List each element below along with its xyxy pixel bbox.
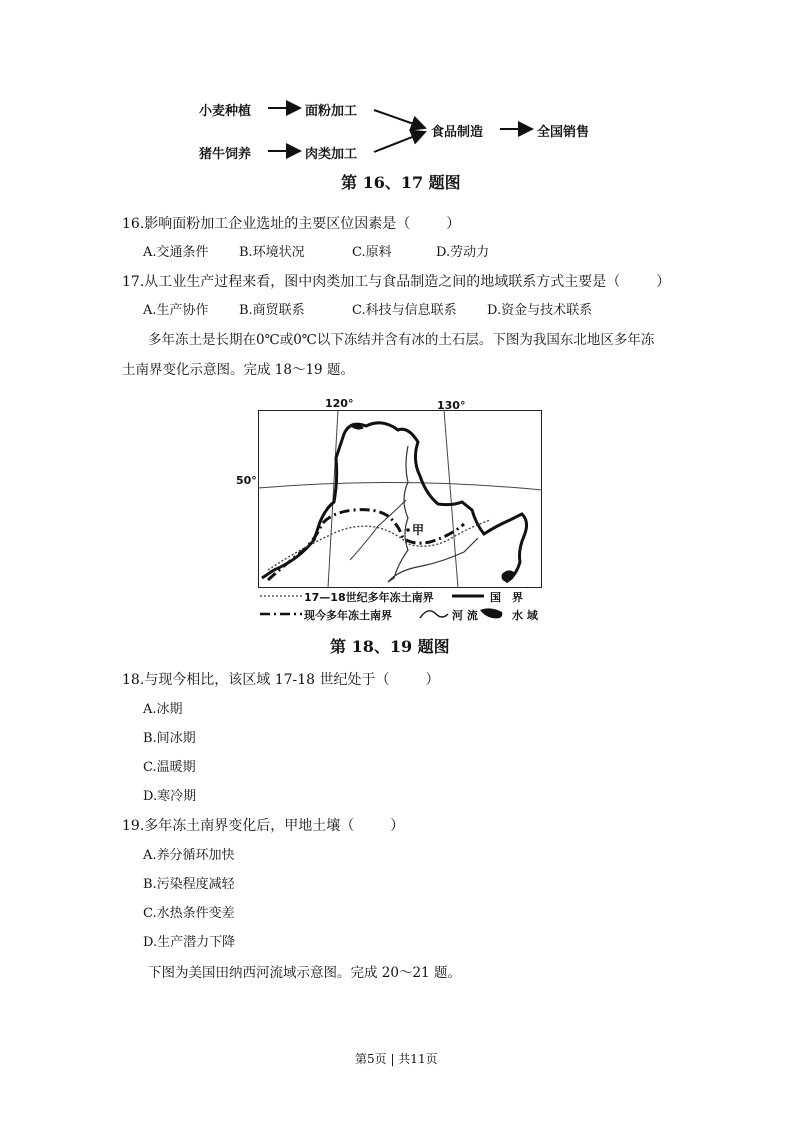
legend-border: 国 界 — [490, 591, 523, 604]
q18-option-d: D.寒冷期 — [143, 789, 197, 804]
national-border — [262, 423, 527, 582]
permafrost-limit-present — [268, 510, 464, 580]
q16-option-a: A.交通条件 — [143, 245, 209, 260]
q16-option-b: B.环境状况 — [239, 245, 305, 260]
question-18 — [122, 670, 440, 690]
arrow-meat-food — [374, 132, 425, 152]
flow-node-flour: 面粉加工 — [305, 104, 358, 119]
flow-node-sales: 全国销售 — [537, 125, 590, 140]
question-17 — [122, 272, 670, 292]
question-16-stem: 16.影响面粉加工企业选址的主要区位因素是（ — [122, 216, 411, 232]
question-17-close: ） — [656, 274, 671, 290]
legend-present-limit: 现今多年冻土南界 — [304, 609, 392, 622]
question-16 — [122, 214, 460, 234]
question-19-close: ） — [390, 818, 405, 834]
q19-option-a: A.养分循环加快 — [143, 848, 235, 863]
q17-option-b: B.商贸联系 — [239, 303, 305, 318]
meridian-130 — [444, 410, 458, 588]
page-footer: 第5页 | 共11页 — [355, 1052, 438, 1066]
q18-option-b: B.间冰期 — [143, 731, 196, 746]
legend-old-limit: 17—18世纪多年冻土南界 — [304, 591, 434, 604]
figure-caption-16-17: 第 16、17 题图 — [341, 173, 461, 192]
question-18-stem: 18.与现今相比，该区域 17-18 世纪处于（ — [122, 672, 390, 688]
flow-node-meat: 肉类加工 — [305, 147, 358, 162]
question-19 — [122, 816, 404, 836]
permafrost-limit-17-18c — [268, 520, 490, 570]
figure-caption-18-19: 第 18、19 题图 — [330, 637, 450, 656]
arrow-flour-food — [374, 110, 425, 128]
flow-node-cattle: 猪牛饲养 — [199, 147, 252, 162]
legend-symbol-water — [480, 608, 502, 618]
location-jia-dot — [406, 528, 410, 532]
water-body — [502, 570, 515, 582]
q19-option-b: B.污染程度减轻 — [143, 877, 235, 892]
latitude-50-label: 50° — [236, 474, 257, 487]
q19-option-d: D.生产潜力下降 — [143, 935, 236, 950]
q17-option-a: A.生产协作 — [143, 303, 209, 318]
q16-option-c: C.原料 — [352, 245, 392, 260]
intro-tennessee: 下图为美国田纳西河流域示意图。完成 20～21 题。 — [148, 965, 461, 981]
flow-node-wheat: 小麦种植 — [199, 104, 252, 119]
intro-permafrost-line2: 土南界变化示意图。完成 18～19 题。 — [122, 362, 354, 378]
legend-water: 水 域 — [512, 609, 538, 622]
longitude-120-label: 120° — [325, 397, 354, 410]
parallel-50 — [258, 482, 542, 490]
q18-option-c: C.温暖期 — [143, 760, 196, 775]
river — [388, 446, 478, 582]
question-17-stem: 17.从工业生产过程来看，图中肉类加工与食品制造之间的地域联系方式主要是（ — [122, 274, 621, 290]
q17-option-c: C.科技与信息联系 — [352, 303, 457, 318]
q19-option-c: C.水热条件变差 — [143, 906, 235, 921]
location-jia-label: 甲 — [412, 523, 425, 537]
question-19-stem: 19.多年冻土南界变化后，甲地土壤（ — [122, 818, 355, 834]
legend-river: 河 流 — [452, 609, 478, 622]
flow-node-food: 食品制造 — [431, 125, 484, 140]
legend-symbol-river — [420, 611, 448, 618]
intro-permafrost-line1: 多年冻土是长期在0℃或0℃以下冻结并含有冰的土石层。下图为我国东北地区多年冻 — [148, 332, 655, 348]
q17-option-d: D.资金与技术联系 — [487, 303, 593, 318]
q16-option-d: D.劳动力 — [436, 245, 490, 260]
q18-option-a: A.冰期 — [143, 702, 183, 717]
longitude-130-label: 130° — [437, 399, 466, 412]
river-branch — [350, 500, 406, 560]
map-drawing — [258, 410, 542, 588]
question-18-close: ） — [425, 672, 440, 688]
question-16-close: ） — [446, 216, 461, 232]
